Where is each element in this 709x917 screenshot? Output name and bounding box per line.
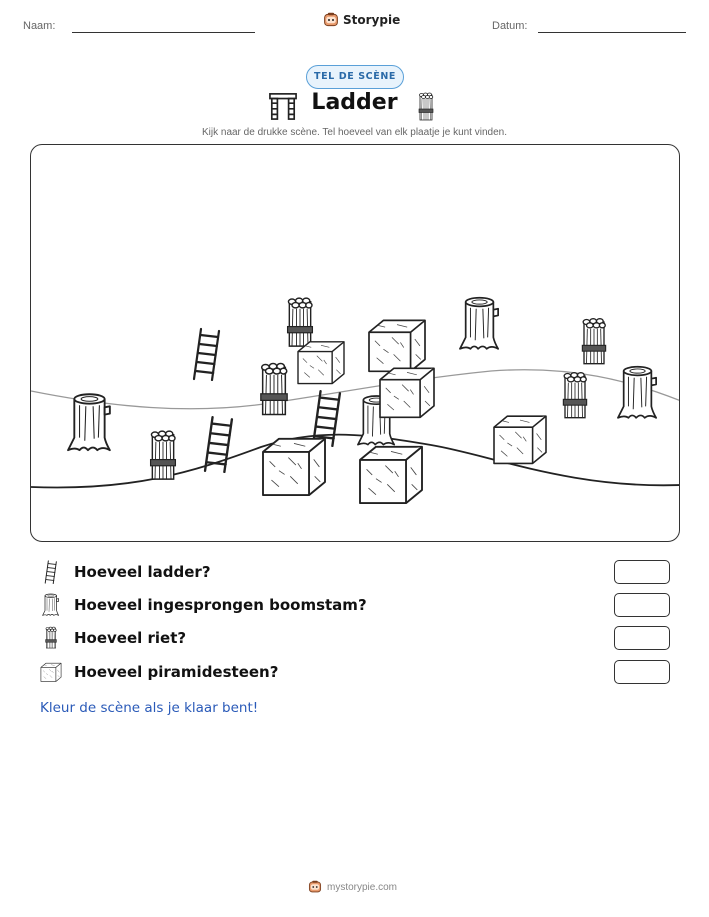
reed-icon [563,373,586,418]
reed-icon [288,298,313,346]
answer-box-ladder[interactable] [614,560,670,584]
site-url: mystorypie.com [327,881,398,893]
stump-icon [42,593,60,617]
question-label: Hoeveel riet? [74,629,187,647]
stump-icon [618,367,656,418]
brand-name: Storypie [343,13,401,27]
date-line[interactable] [538,32,686,33]
reed-icon [582,319,605,364]
stone-icon [40,661,62,683]
question-label: Hoeveel piramidesteen? [74,663,279,681]
reed-icon [44,626,58,650]
date-label: Datum: [492,20,528,32]
storypie-mascot-icon [323,12,339,28]
stone-icon [369,320,425,371]
ladder-icon [43,560,59,584]
question-row-ladder [40,559,670,585]
question-label: Hoeveel ingesprongen boomstam? [74,596,367,614]
activity-badge: TEL DE SCÈNE [306,65,404,89]
ladder-icon [205,417,232,472]
stone-icon [380,368,434,417]
answer-box-stone[interactable] [614,660,670,684]
reed-icon [261,364,287,415]
question-row-stone [40,659,670,685]
ladder-icon [194,329,219,380]
question-row-stump [40,592,670,618]
question-row-reed [40,625,670,651]
reed-icon [417,92,435,122]
instructions: Kijk naar de drukke scène. Tel hoeveel van elk plaatje je kunt vinden. [201,127,507,138]
color-instruction: Kleur de scène als je klaar bent! [40,700,259,716]
storypie-mascot-icon [308,880,322,894]
site-footer [308,880,397,894]
answer-box-stump[interactable] [614,593,670,617]
stone-icon [360,447,422,503]
name-line[interactable] [72,32,255,33]
counting-scene [30,144,680,542]
page-title: Ladder [311,90,398,115]
stump-icon [68,394,110,450]
ground-line [31,435,680,488]
ladder-icon [313,391,340,446]
stone-icon [298,342,344,384]
stump-icon [460,298,498,349]
stone-icon [263,439,325,495]
question-label: Hoeveel ladder? [74,563,211,581]
brand-logo [323,12,400,28]
answer-box-reed[interactable] [614,626,670,650]
name-label: Naam: [23,20,56,32]
scene-illustration [31,145,680,542]
stone-icon [494,416,546,463]
reed-icon [151,431,176,479]
